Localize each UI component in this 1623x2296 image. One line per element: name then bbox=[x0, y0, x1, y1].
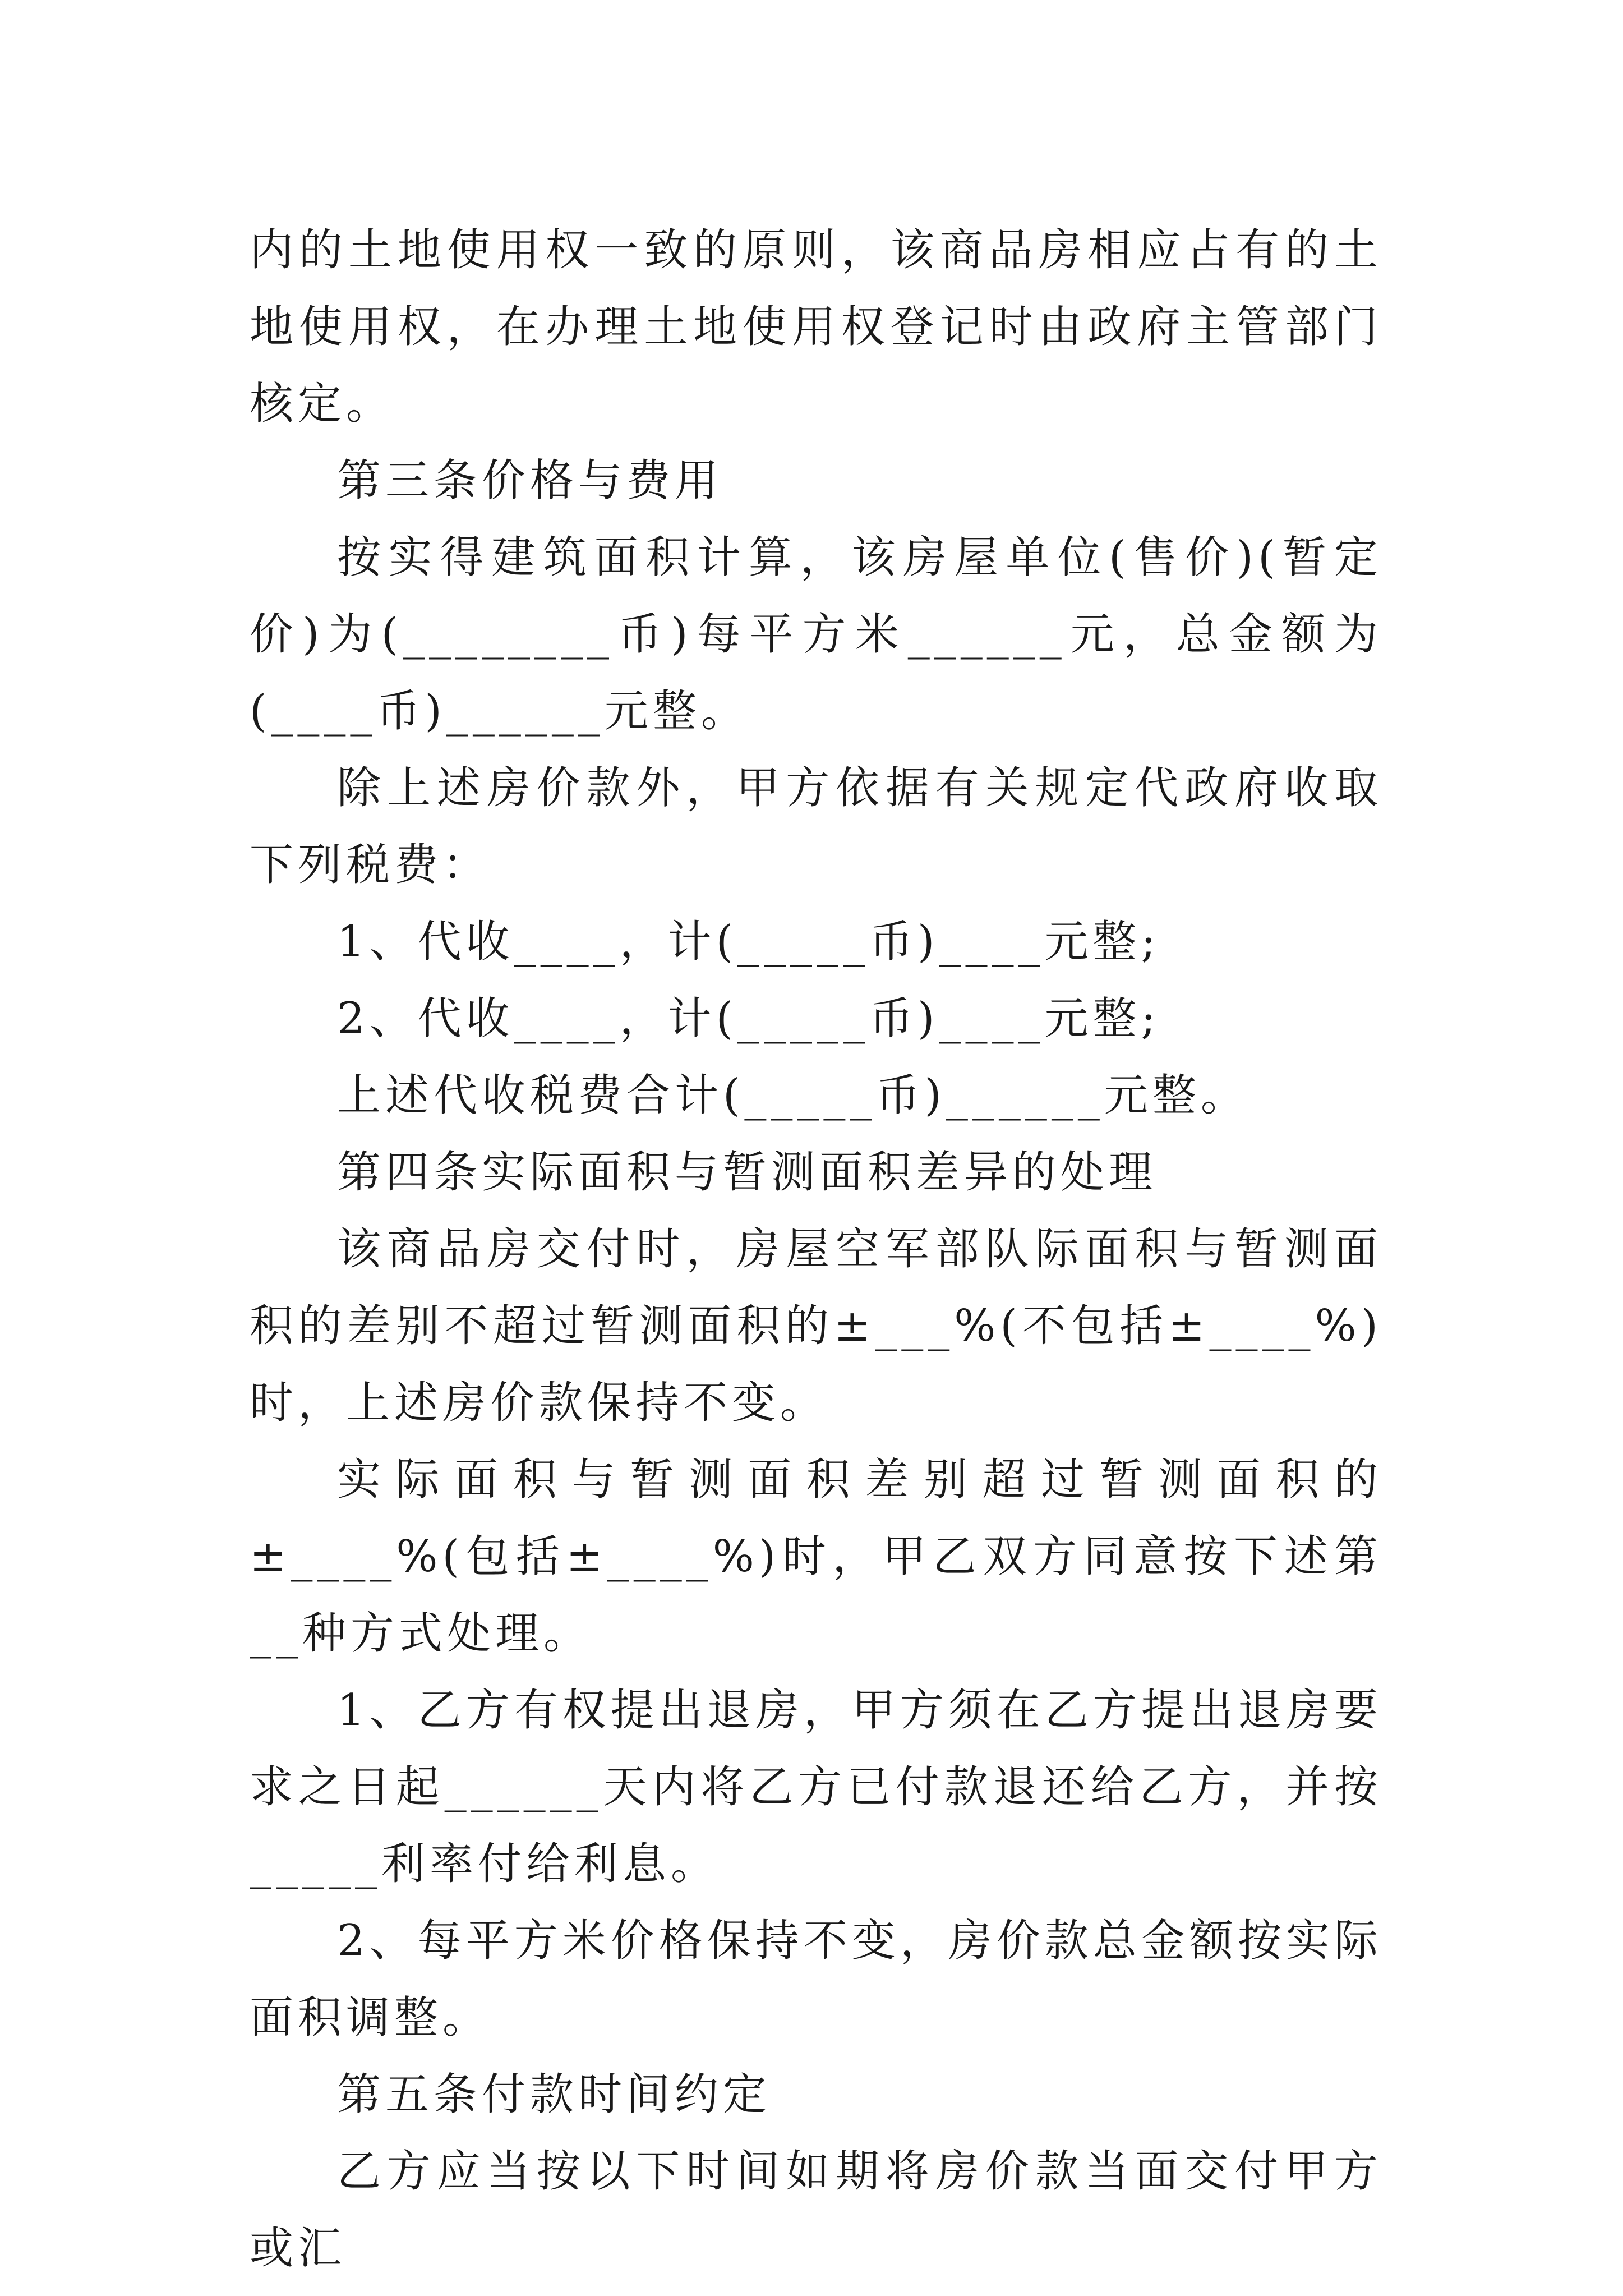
list-item-tax-2: 2、代收____，计(_____币)____元整; bbox=[337, 993, 1160, 1044]
paragraph-taxes-intro: 除上述房价款外，甲方依据有关规定代政府收取下列税费： bbox=[250, 763, 1382, 890]
list-item-tax-1: 1、代收____，计(_____币)____元整; bbox=[337, 917, 1160, 967]
list-item-option-2: 2、每平方米价格保持不变，房价款总金额按实际面积调整。 bbox=[250, 1916, 1382, 2043]
paragraph-payment-time: 乙方应当按以下时间如期将房价款当面交付甲方或汇 bbox=[250, 2146, 1382, 2274]
paragraph-land-use-continuation: 内的土地使用权一致的原则，该商品房相应占有的土地使用权，在办理土地使用权登记时由政府主管部门核定。 bbox=[250, 225, 1382, 429]
heading-article-5: 第五条付款时间约定 bbox=[337, 2069, 772, 2120]
paragraph-price: 按实得建筑面积计算，该房屋单位(售价)(暂定价)为(________币)每平方米______元，总金额为(____币)______元整。 bbox=[250, 532, 1382, 737]
list-item-option-1: 1、乙方有权提出退房，甲方须在乙方提出退房要求之日起______天内将乙方已付款退还给乙方，并按_____利率付给利息。 bbox=[250, 1685, 1382, 1889]
document-body bbox=[250, 212, 1382, 2287]
heading-article-3: 第三条价格与费用 bbox=[337, 455, 723, 506]
paragraph-area-exceed: 实际面积与暂测面积差别超过暂测面积的±____%(包括±____%)时，甲乙双方同意按下述第__种方式处理。 bbox=[250, 1455, 1382, 1659]
paragraph-tax-total: 上述代收税费合计(_____币)______元整。 bbox=[337, 1070, 1249, 1121]
paragraph-area-difference: 该商品房交付时，房屋空军部队际面积与暂测面积的差别不超过暂测面积的±___%(不包括±____%)时，上述房价款保持不变。 bbox=[250, 1224, 1382, 1428]
heading-article-4: 第四条实际面积与暂测面积差异的处理 bbox=[337, 1147, 1158, 1198]
